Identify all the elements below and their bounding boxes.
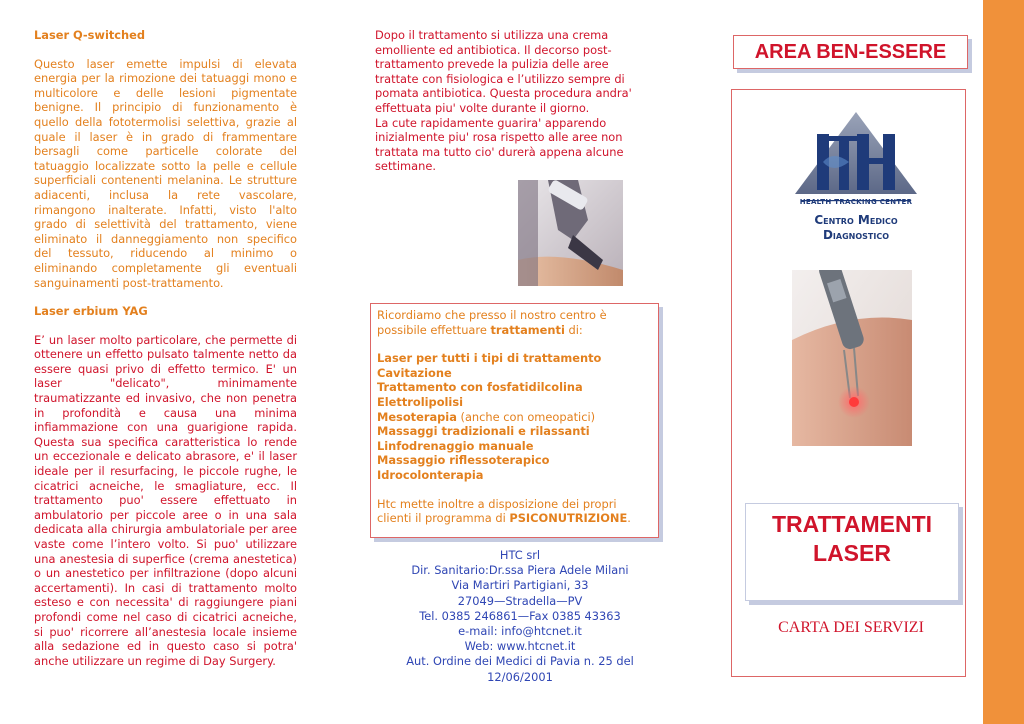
healing-paragraph: La cute rapidamente guarira' apparendo inizialmente piu' rosa rispetto alle aree non trattata ma tutto cio' durerà appena alcune settimane. [375, 115, 624, 174]
erbium-yag-paragraph: E’ un laser molto particolare, che permette di ottenere un effetto pulsato talmente netto da essere quasi privo di effetto termico. E' un laser "delicato", minimamente traumatizzante ed invasivo, che non penetra in profondità e causa una minima infiammazione con una guarigione rapida. Questa sua specifica caratteristica lo rende un eccezionale e delicato abrasore, e' il laser ideale per il resurfacing, le piccole rughe, le cicatrici acneiche, le smagliature, ecc. Il trattamento puo' essere effettuato in ambulatorio per piccole aree o in una sala dedicata alla chirurgia ambulatoriale per aree vaste come l’intero volto. Si puo' utilizzare una anestesia di superfice (crema anestetica) o un anestetico per infiltrazione (dopo alcuni accertamenti). In casi di trattamento molto esteso e con necessita' di raggiungere piani profondi come nel caso di cicatrici acneiche, si puo' ricorrere all’anestesia locale insieme alla sedazione ed in questo caso si potra' anche utilizzare un regime di Day Surgery. [34, 332, 297, 668]
services-intro [377, 308, 652, 337]
treatment-title-line2: LASER [813, 540, 891, 566]
service-item: Laser per tutti i tipi di trattamento [377, 351, 602, 366]
heading-erbium-yag: Laser erbium YAG [34, 304, 148, 319]
laser-treatment-photo [518, 180, 623, 286]
service-item: Massaggi tradizionali e rilassanti [377, 424, 590, 439]
phone-line: Tel. 0385 246861—Fax 0385 43363 [419, 608, 621, 623]
htc-logo [793, 110, 919, 250]
area-title-box [733, 35, 968, 69]
logo-name-2: Diagnostico [822, 228, 890, 242]
director-line: Dir. Sanitario:Dr.ssa Piera Adele Milani [411, 563, 629, 578]
services-intro-text: Ricordiamo che presso il nostro centro è possibile effettuare [377, 308, 607, 337]
q-switched-paragraph: Questo laser emette impulsi di elevata energia per la rimozione dei tatuaggi mono e multicolore e delle lesioni pigmentate benigne. Il principio di funzionamento è quello della fototermolisi selettiva, grazie al quale il laser è in grado di frammentare bersagli come particelle colorate del tatuaggio localizzate sotto la pelle e cellule superficiali contenenti melanina. Le strutture adiacenti, inclusa la rete vascolare, rimangono inalterate. Infatti, visto l'alto grado di selettività del trattamento, viene eliminato il danneggiamento non specifico del tessuto, riducendo al minimo o eliminando completamente gli eventuali sanguinamenti post-trattamento. [34, 56, 297, 290]
service-item-meso [377, 410, 652, 425]
city-line: 27049—Stradella—PV [457, 593, 583, 608]
orange-side-bar [983, 0, 1024, 724]
address-line: Via Martiri Partigiani, 33 [451, 578, 589, 593]
logo-tagline: HEALTH TRACKING CENTER [799, 198, 913, 206]
service-item: Trattamento con fosfatidilcolina [377, 380, 583, 395]
service-item: Cavitazione [377, 365, 452, 380]
laser-pen-photo [792, 270, 912, 446]
service-item: Elettrolipolisi [377, 394, 464, 409]
post-treatment-paragraph: Dopo il trattamento si utilizza una crema emolliente ed antibiotica. Il decorso post-trattamento prevede la pulizia delle aree trattate con fisiologica e l’utilizzo sempre di pomata antibiotica. Questa procedura andra' effettuata piu' volte durante il giorno. [375, 28, 632, 115]
treatment-title-line1: TRATTAMENTI [771, 511, 933, 537]
psiconutrizione-note [377, 497, 652, 526]
logo-name-1: Centro Medico [814, 213, 898, 227]
treatment-title-box [745, 503, 959, 601]
left-column [34, 28, 297, 668]
psiconutrizione-text: Htc mette inoltre a disposizione dei propri clienti il programma di [377, 496, 617, 526]
company-name: HTC srl [499, 548, 541, 562]
psiconutrizione-bold: PSICONUTRIZIONE [509, 511, 628, 526]
service-item-meso-note: (anche con omeopatici) [456, 409, 596, 424]
middle-column-text [375, 28, 650, 174]
service-item: Idrocolonterapia [377, 467, 484, 482]
services-intro-end: di: [564, 322, 583, 337]
heading-q-switched: Laser Q-switched [34, 28, 146, 42]
area-title: AREA BEN-ESSERE [754, 40, 947, 63]
email-line: e-mail: info@htcnet.it [458, 624, 582, 639]
service-item: Linfodrenaggio manuale [377, 438, 534, 453]
psiconutrizione-end: . [627, 511, 631, 526]
contact-footer [370, 548, 670, 685]
service-item-meso-label: Mesoterapia [377, 409, 457, 424]
web-line: Web: www.htcnet.it [464, 639, 576, 654]
services-intro-bold: trattamenti [490, 322, 565, 337]
service-item: Massaggio riflessoterapico [377, 453, 550, 468]
services-box [370, 303, 659, 538]
authorization-date: 12/06/2001 [487, 669, 553, 684]
service-chart-subtitle: CARTA DEI SERVIZI [778, 619, 924, 636]
authorization-line: Aut. Ordine dei Medici di Pavia n. 25 del [406, 654, 634, 669]
